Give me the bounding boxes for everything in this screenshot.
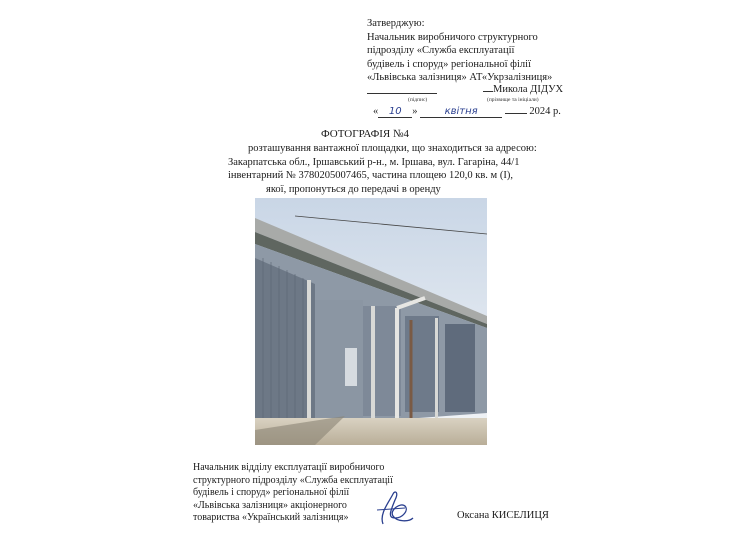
footer-signer-name: Оксана КИСЕЛИЦЯ [457,510,549,521]
approval-line: Начальник виробничого структурного [367,31,538,43]
document-title: ФОТОГРАФІЯ №4 [320,128,410,140]
date-month: квітня [444,106,478,117]
signature-line [367,93,437,94]
date-open-quote: « [373,106,379,117]
body-line: інвентарний № 3780205007465, частина площею 120,0 кв. м (І), [228,170,513,181]
footer-block [193,462,393,525]
label-name: (прізвище та ініціали) [487,97,539,103]
building-photo [255,198,487,445]
approval-line: будівель і споруд» регіональної філії [367,58,531,70]
approval-date [373,106,561,118]
photo-illustration [255,198,487,445]
date-day: 10 [388,106,402,117]
approval-heading: Затверджую: [367,18,425,29]
body-line: розташування вантажної площадки, що знаходиться за адресою: [248,143,537,154]
signer-name: Микола ДІДУХ [483,84,563,95]
date-year: 2024 р. [529,106,561,117]
footer-line: структурного підрозділу «Служба експлуатації [193,474,393,486]
approval-line: підрозділу «Служба експлуатації [367,45,515,56]
label-signature: (підпис) [408,97,428,103]
handwritten-signature [375,488,415,535]
body-line: якої, пропонуться до передачі в оренду [266,183,441,195]
date-close-quote: » [412,106,418,117]
footer-line: Начальник відділу експлуатації виробничого [193,462,385,473]
body-line: Закарпатська обл., Іршавський р-н., м. Іршава, вул. Гагаріна, 44/1 [228,156,520,168]
approval-line: «Львівська залізниця» АТ«Укрзалізниця» [367,72,553,83]
approval-block [367,17,567,85]
footer-line: будівель і споруд» регіональної філії [193,487,350,498]
footer-line: товариства «Український залізниця» [193,512,349,523]
document-body [228,142,537,196]
footer-line: «Львівська залізниця» акціонерного [193,499,347,511]
